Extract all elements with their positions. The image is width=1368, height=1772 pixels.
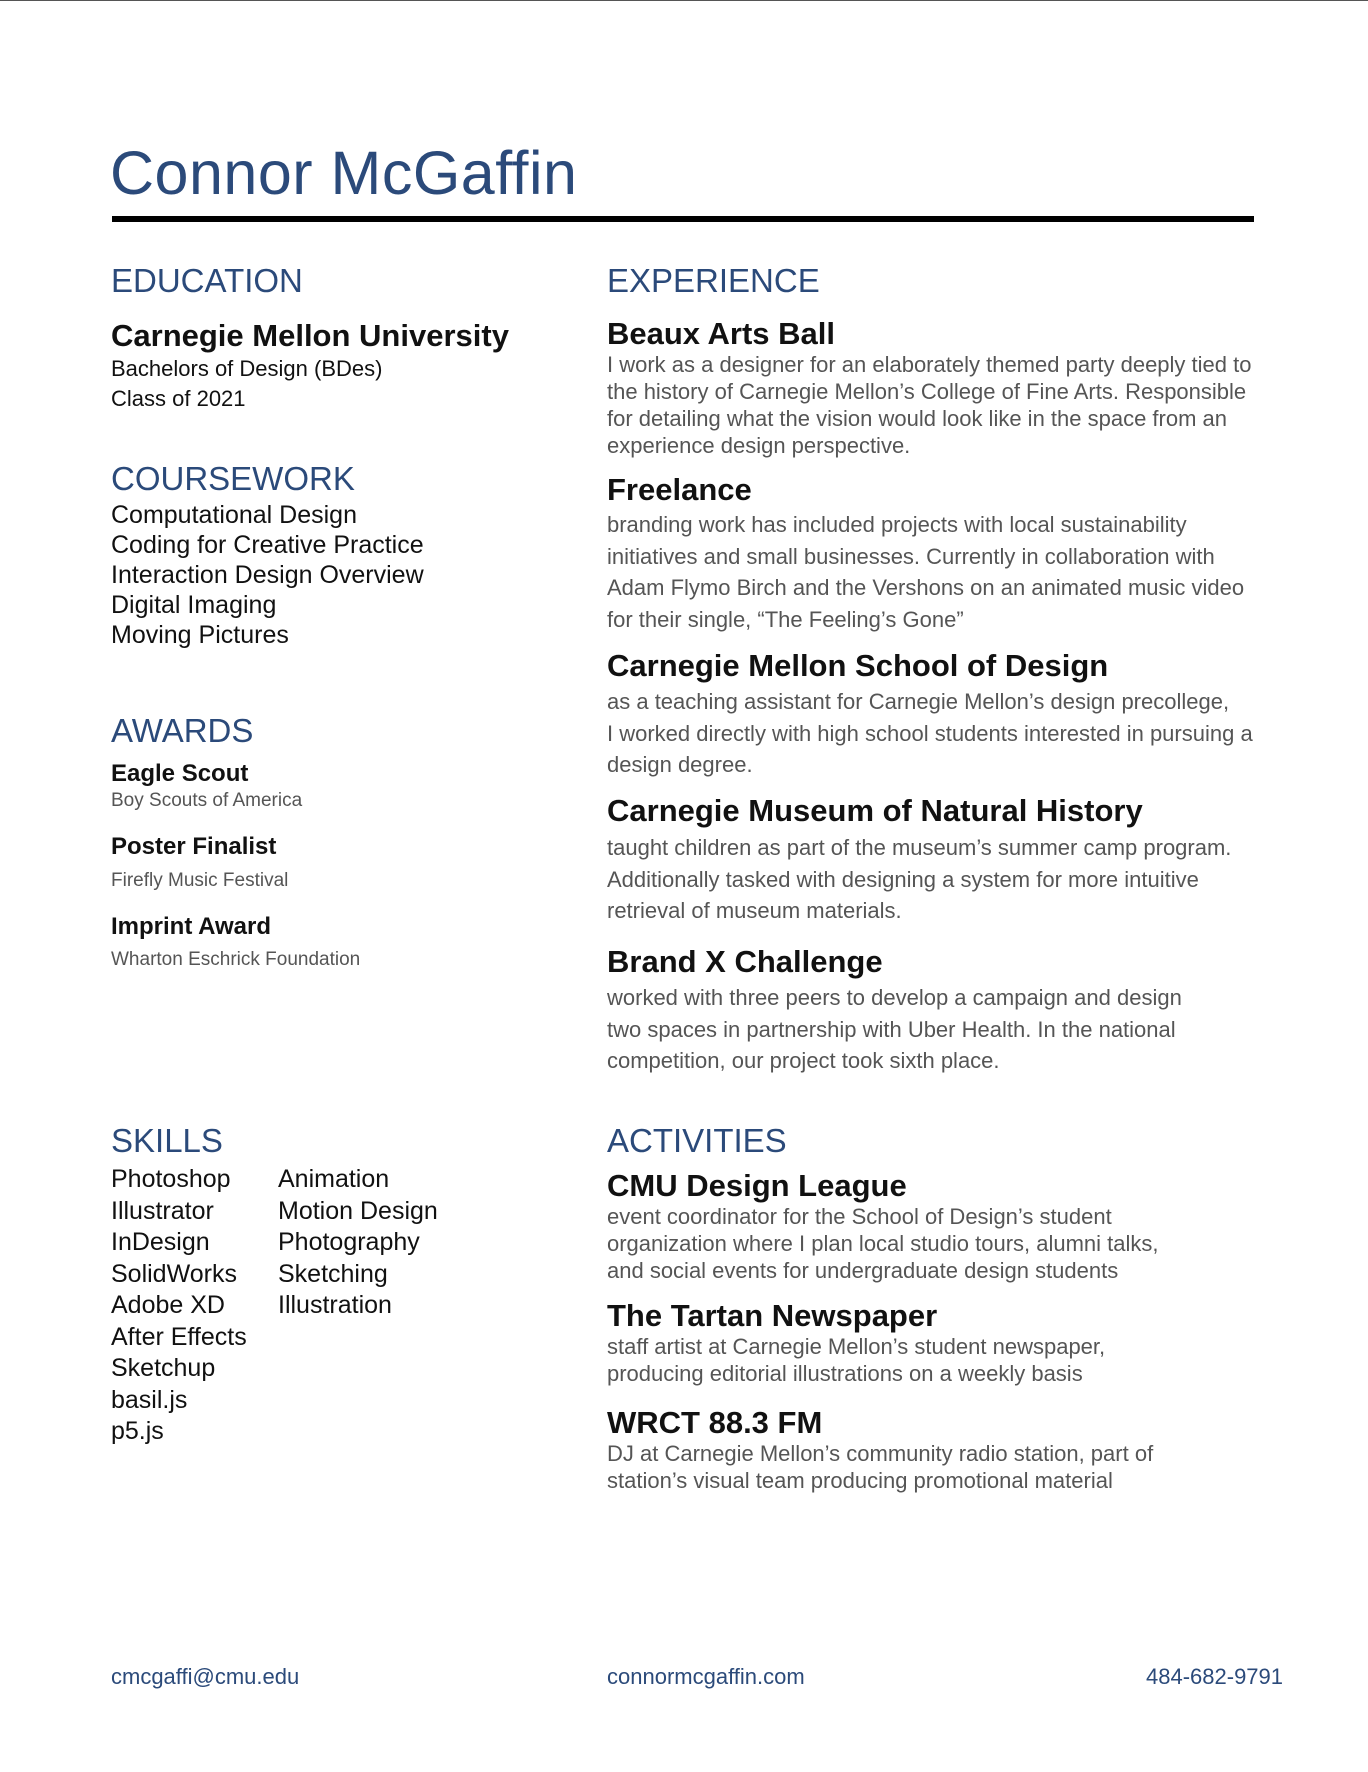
award-title: Poster Finalist [111, 833, 277, 860]
skill-item: Illustration [278, 1291, 392, 1319]
activities-heading: ACTIVITIES [607, 1122, 787, 1159]
resume-name: Connor McGaffin [110, 139, 578, 207]
coursework-item: Digital Imaging [111, 591, 277, 619]
experience-title: Brand X Challenge [607, 944, 883, 979]
awards-heading: AWARDS [111, 712, 254, 749]
coursework-item: Coding for Creative Practice [111, 531, 424, 559]
skill-item: Animation [278, 1165, 390, 1193]
award-org: Boy Scouts of America [111, 790, 303, 811]
education-heading: EDUCATION [111, 262, 303, 299]
activity-description: event coordinator for the School of Design’s student organization where I plan local studio tours, alumni talks, and social events for undergraduate design students [607, 1204, 1159, 1283]
activity-title: CMU Design League [607, 1168, 907, 1203]
skills-column-2 [278, 1164, 438, 1322]
coursework-item: Interaction Design Overview [111, 561, 424, 589]
top-border [0, 0, 1368, 1]
experience-description: taught children as part of the museum’s summer camp program. Additionally tasked with designing a system for more intuitive retrieval of museum materials. [607, 835, 1232, 923]
skills-column-1 [111, 1164, 247, 1448]
education-block [111, 318, 509, 414]
coursework-item: Moving Pictures [111, 621, 289, 649]
education-degree: Bachelors of Design (BDes) [111, 356, 383, 381]
skill-item: Adobe XD [111, 1291, 225, 1319]
experience-title: Carnegie Museum of Natural History [607, 793, 1143, 828]
skill-item: After Effects [111, 1322, 247, 1351]
activity-title: WRCT 88.3 FM [607, 1405, 823, 1440]
skill-item: Photoshop [111, 1165, 231, 1193]
experience-description: as a teaching assistant for Carnegie Mellon’s design precollege, I worked directly with high school students interested in pursuing a design degree. [607, 689, 1253, 777]
award-title: Imprint Award [111, 913, 272, 940]
footer-phone[interactable]: 484-682-9791 [1146, 1664, 1284, 1689]
activity-description: DJ at Carnegie Mellon’s community radio station, part of station’s visual team producing promotional material [607, 1441, 1154, 1493]
experience-description: branding work has included projects with local sustainability initiatives and small businesses. Currently in collaboration with Adam Flymo Birch and the Vershons on an animated music video for their single, “The Feeling’s Gone” [607, 512, 1245, 632]
award-org: Wharton Eschrick Foundation [111, 949, 361, 970]
award-title: Eagle Scout [111, 760, 249, 787]
experience-heading: EXPERIENCE [607, 262, 820, 299]
activity-description: staff artist at Carnegie Mellon’s student newspaper, producing editorial illustrations on a weekly basis [607, 1334, 1106, 1386]
skill-item: Sketchup [111, 1354, 216, 1382]
award-org: Firefly Music Festival [111, 870, 289, 891]
skill-item: Illustrator [111, 1196, 214, 1225]
coursework-heading: COURSEWORK [111, 460, 355, 497]
education-school: Carnegie Mellon University [111, 318, 509, 353]
skill-item: basil.js [111, 1385, 188, 1414]
skill-item: Motion Design [278, 1196, 438, 1225]
footer-email[interactable]: cmcgaffi@cmu.edu [111, 1664, 300, 1689]
experience-description: I work as a designer for an elaborately themed party deeply tied to the history of Carnegie Mellon’s College of Fine Arts. Responsible for detailing what the vision would look like in the space from an experience design perspective. [607, 352, 1252, 458]
skill-item: p5.js [111, 1417, 164, 1445]
experience-title: Beaux Arts Ball [607, 316, 835, 351]
experience-description: worked with three peers to develop a campaign and design two spaces in partnership with Uber Health. In the national competition, our project took sixth place. [607, 985, 1182, 1073]
skill-item: SolidWorks [111, 1259, 237, 1288]
skill-item: Photography [278, 1228, 420, 1256]
experience-title: Carnegie Mellon School of Design [607, 648, 1109, 683]
skill-item: InDesign [111, 1228, 210, 1256]
skills-heading: SKILLS [111, 1122, 223, 1159]
education-class: Class of 2021 [111, 386, 246, 411]
activity-title: The Tartan Newspaper [607, 1298, 938, 1333]
skill-item: Sketching [278, 1259, 388, 1288]
header-rule [112, 216, 1254, 222]
coursework-item: Computational Design [111, 501, 357, 529]
experience-title: Freelance [607, 472, 752, 507]
coursework-list [111, 500, 424, 650]
footer-website[interactable]: connormcgaffin.com [607, 1664, 805, 1689]
